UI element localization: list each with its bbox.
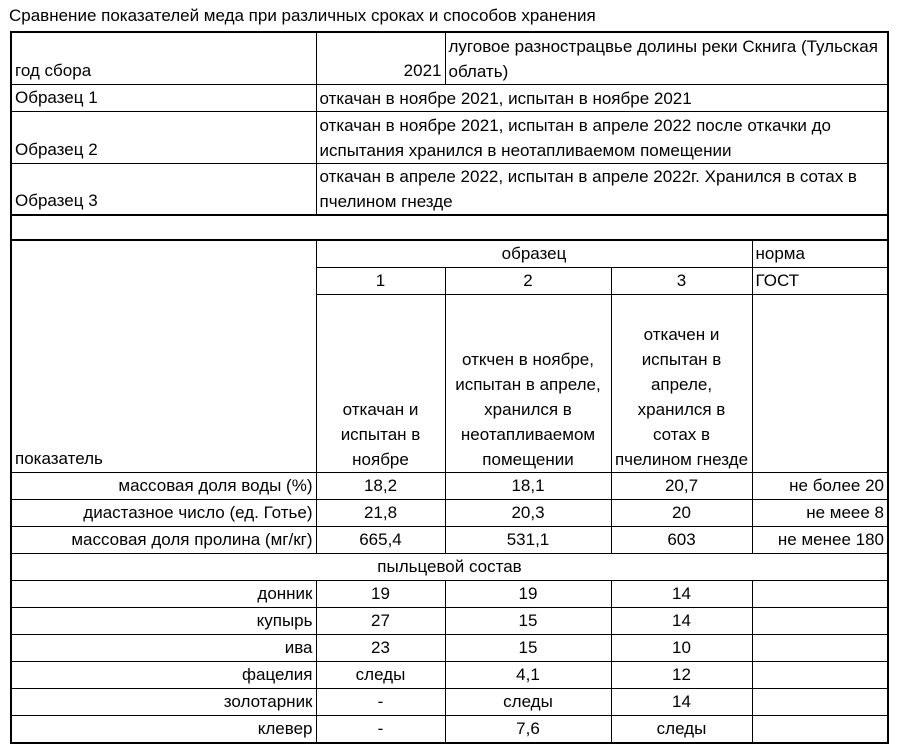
pollen-value[interactable]: 14: [611, 607, 752, 634]
pollen-value[interactable]: следы: [611, 715, 752, 743]
sample-label-cell[interactable]: Образец 3: [11, 163, 316, 215]
pollen-value[interactable]: 10: [611, 634, 752, 661]
column-desc[interactable]: откачан и испытан в ноябре: [316, 294, 445, 472]
sample-label-cell[interactable]: Образец 2: [11, 111, 316, 163]
pollen-value[interactable]: 7,6: [445, 715, 611, 743]
sample-label-cell[interactable]: Образец 1: [11, 84, 316, 111]
metric-value[interactable]: 531,1: [445, 526, 611, 553]
page-title: Сравнение показателей меда при различных сроках и способов хранения: [9, 6, 596, 25]
year-label-cell[interactable]: год сбора: [11, 32, 316, 84]
empty-cell[interactable]: [752, 634, 888, 661]
pollen-name[interactable]: ива: [11, 634, 316, 661]
sample-desc-cell[interactable]: откачан в ноябре 2021, испытан в ноябре 2021: [316, 84, 888, 111]
empty-cell[interactable]: [752, 688, 888, 715]
empty-cell[interactable]: [11, 215, 888, 240]
pollen-value[interactable]: 23: [316, 634, 445, 661]
metric-value[interactable]: 18,2: [316, 472, 445, 499]
metric-name[interactable]: массовая доля пролина (мг/кг): [11, 526, 316, 553]
column-number[interactable]: 1: [316, 267, 445, 294]
metric-value[interactable]: 18,1: [445, 472, 611, 499]
table-row: [11, 661, 888, 688]
empty-cell[interactable]: [752, 715, 888, 743]
table-row: [11, 215, 888, 240]
table-row: [11, 715, 888, 743]
empty-cell[interactable]: [752, 580, 888, 607]
table-row: [11, 607, 888, 634]
pollen-value[interactable]: следы: [445, 688, 611, 715]
metric-value[interactable]: 665,4: [316, 526, 445, 553]
table-row: [11, 240, 888, 268]
metric-value[interactable]: 21,8: [316, 499, 445, 526]
year-value-cell[interactable]: 2021: [316, 32, 445, 84]
pollen-value[interactable]: 4,1: [445, 661, 611, 688]
norm-header[interactable]: норма: [752, 240, 888, 268]
table-row: [11, 553, 888, 580]
pollen-value[interactable]: 15: [445, 607, 611, 634]
table-row: [11, 84, 888, 111]
gost-header[interactable]: ГОСТ: [752, 267, 888, 294]
honey-comparison-table: [10, 31, 889, 744]
pollen-value[interactable]: 27: [316, 607, 445, 634]
metric-norm[interactable]: не более 20: [752, 472, 888, 499]
table-row: [11, 111, 888, 163]
origin-cell[interactable]: луговое разнострацвье долины реки Скнига (Тульская облать): [445, 32, 888, 84]
pollen-value[interactable]: 19: [445, 580, 611, 607]
pollen-value[interactable]: следы: [316, 661, 445, 688]
table-row: [11, 32, 888, 84]
table-row: [11, 634, 888, 661]
metric-value[interactable]: 603: [611, 526, 752, 553]
table-row: [11, 163, 888, 215]
metric-value[interactable]: 20,3: [445, 499, 611, 526]
pollen-name[interactable]: донник: [11, 580, 316, 607]
indicator-label-cell[interactable]: показатель: [11, 240, 316, 473]
pollen-name[interactable]: клевер: [11, 715, 316, 743]
empty-cell[interactable]: [752, 294, 888, 472]
pollen-name[interactable]: золотарник: [11, 688, 316, 715]
metric-norm[interactable]: не меее 8: [752, 499, 888, 526]
metric-name[interactable]: диастазное число (ед. Готье): [11, 499, 316, 526]
pollen-value[interactable]: 15: [445, 634, 611, 661]
empty-cell[interactable]: [752, 661, 888, 688]
table-row: [11, 472, 888, 499]
metric-value[interactable]: 20: [611, 499, 752, 526]
pollen-section-header[interactable]: пыльцевой состав: [11, 553, 888, 580]
pollen-value[interactable]: 14: [611, 580, 752, 607]
column-number[interactable]: 2: [445, 267, 611, 294]
column-desc[interactable]: откачен и испытан в апреле, хранился в сотах в пчелином гнезде: [611, 294, 752, 472]
pollen-value[interactable]: -: [316, 688, 445, 715]
pollen-value[interactable]: 14: [611, 688, 752, 715]
column-desc[interactable]: откчен в ноябре, испытан в апреле, хранился в неотапливаемом помещении: [445, 294, 611, 472]
table-row: [11, 688, 888, 715]
table-row: [11, 499, 888, 526]
metric-norm[interactable]: не менее 180: [752, 526, 888, 553]
column-number[interactable]: 3: [611, 267, 752, 294]
table-row: [11, 580, 888, 607]
table-row: [11, 526, 888, 553]
sample-desc-cell[interactable]: откачан в апреле 2022, испытан в апреле 2022г. Хранился в сотах в пчелином гнезде: [316, 163, 888, 215]
empty-cell[interactable]: [752, 607, 888, 634]
sample-desc-cell[interactable]: откачан в ноябре 2021, испытан в апреле 2022 после откачки до испытания хранился в неотапливаемом помещении: [316, 111, 888, 163]
metric-value[interactable]: 20,7: [611, 472, 752, 499]
pollen-value[interactable]: -: [316, 715, 445, 743]
metric-name[interactable]: массовая доля воды (%): [11, 472, 316, 499]
pollen-value[interactable]: 19: [316, 580, 445, 607]
pollen-value[interactable]: 12: [611, 661, 752, 688]
sample-group-header[interactable]: образец: [316, 240, 752, 268]
pollen-name[interactable]: купырь: [11, 607, 316, 634]
pollen-name[interactable]: фацелия: [11, 661, 316, 688]
